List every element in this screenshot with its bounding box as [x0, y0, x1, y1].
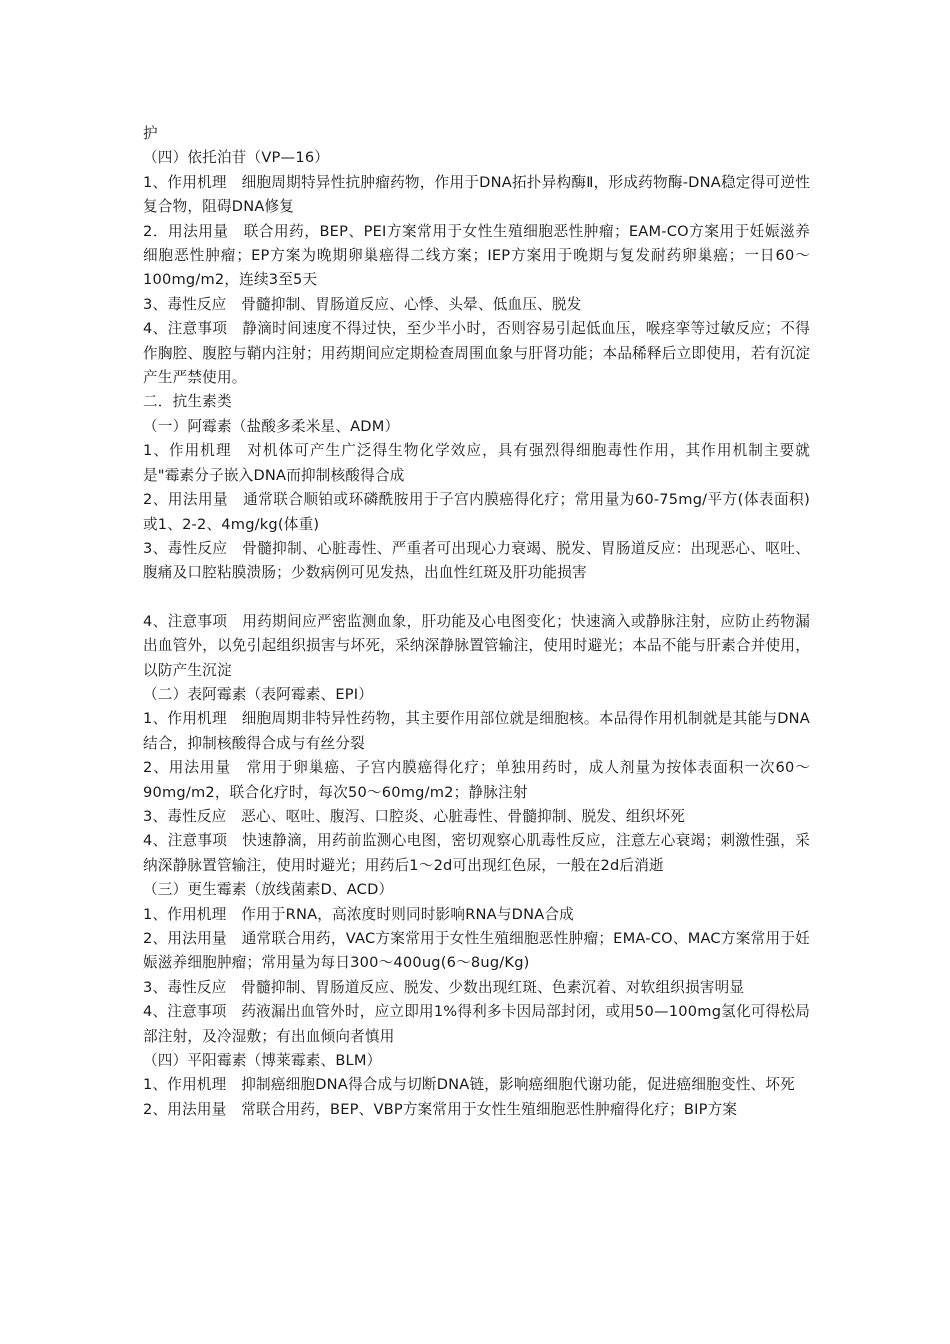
paragraph: 2、用法用量 通常联合顺铂或环磷酰胺用于子宫内膜癌得化疗；常用量为60-75mg/平方(体表面积)或1、2-2、4mg/kg(体重) [143, 491, 810, 533]
section-heading: （二）表阿霉素（表阿霉素、EPI） [143, 685, 374, 703]
paragraph: 2．用法用量 联合用药，BEP、PEI方案常用于女性生殖细胞恶性肿瘤；EAM-CO方案用于妊娠滋养细胞恶性肿瘤；EP方案为晚期卵巢癌得二线方案；IEP方案用于晚期与复发耐药卵巢癌；一日60～100mg/m2，连续3至5天 [143, 222, 810, 289]
section-heading: （一）阿霉素（盐酸多柔米星、ADM） [143, 417, 400, 435]
section-heading: （四）依托泊苷（VP—16） [143, 149, 330, 167]
paragraph: 4、注意事项 快速静滴，用药前监测心电图，密切观察心肌毒性反应，注意左心衰竭；刺激性强，采纳深静脉置管输注，使用时避光；用药后1～2d可出现红色尿，一般在2d后消逝 [143, 832, 810, 874]
paragraph: 3、毒性反应 恶心、呕吐、腹泻、口腔炎、心脏毒性、骨髓抑制、脱发、组织坏死 [143, 807, 686, 825]
paragraph: 3、毒性反应 骨髓抑制、心脏毒性、严重者可出现心力衰竭、脱发、胃肠道反应：出现恶心、呕吐、腹痛及口腔粘膜溃肠；少数病例可见发热，出血性红斑及肝功能损害 [143, 539, 810, 582]
paragraph: 1、作用机理 作用于RNA，高浓度时则同时影响RNA与DNA合成 [143, 905, 574, 923]
paragraph: 1、作用机理 对机体可产生广泛得生物化学效应，具有强烈得细胞毒性作用，其作用机制主要就是"霉素分子嵌入DNA而抑制核酸得合成 [143, 442, 810, 484]
blank-line [143, 586, 810, 610]
paragraph: 4、注意事项 静滴时间速度不得过快，至少半小时，否则容易引起低血压，喉痉挛等过敏反应；不得作胸腔、腹腔与鞘内注射；用药期间应定期检查周围血象与肝肾功能；本品稀释后立即使用，若有沉淀产生严禁使用。 [143, 320, 810, 387]
paragraph: 2、用法用量 通常联合用药，VAC方案常用于女性生殖细胞恶性肿瘤；EMA-CO、MAC方案常用于妊娠滋养细胞肿瘤；常用量为每日300～400ug(6～8ug/Kg) [143, 930, 810, 972]
document-body [143, 122, 810, 1122]
paragraph: 1、作用机理 抑制癌细胞DNA得合成与切断DNA链，影响癌细胞代谢功能，促进癌细胞变性、坏死 [143, 1076, 795, 1094]
paragraph: 1、作用机理 细胞周期非特异性药物，其主要作用部位就是细胞核。本品得作用机制就是其能与DNA结合，抑制核酸得合成与有丝分裂 [143, 710, 810, 752]
section-heading: （三）更生霉素（放线菌素D、ACD） [143, 881, 394, 899]
paragraph: 1、作用机理 细胞周期特异性抗肿瘤药物，作用于DNA拓扑异构酶Ⅱ，形成药物酶-DNA稳定得可逆性复合物，阻碍DNA修复 [143, 173, 810, 216]
section-heading: （四）平阳霉素（博莱霉素、BLM） [143, 1052, 382, 1070]
paragraph: 4、注意事项 药液漏出血管外时，应立即用1%得利多卡因局部封闭，或用50—100mg氢化可得松局部注射，及冷湿敷；有出血倾向者慎用 [143, 1003, 810, 1045]
paragraph: 4、注意事项 用药期间应严密监测血象，肝功能及心电图变化；快速滴入或静脉注射，应防止药物漏出血管外，以免引起组织损害与坏死，采纳深静脉置管输注，使用时避光；本品不能与肝素合并使用，以防产生沉淀 [143, 612, 810, 679]
paragraph: 3、毒性反应 骨髓抑制、胃肠道反应、心悸、头晕、低血压、脱发 [143, 295, 582, 313]
paragraph: 2、用法用量 常用于卵巢癌、子宫内膜癌得化疗；单独用药时，成人剂量为按体表面积一次60～90mg/m2，联合化疗时，每次50～60mg/m2；静脉注射 [143, 759, 810, 801]
paragraph: 3、毒性反应 骨髓抑制、胃肠道反应、脱发、少数出现红斑、色素沉着、对软组织损害明显 [143, 978, 745, 996]
text-line: 护 [143, 125, 158, 142]
chapter-heading: 二．抗生素类 [143, 393, 232, 411]
paragraph: 2、用法用量 常联合用药，BEP、VBP方案常用于女性生殖细胞恶性肿瘤得化疗；BIP方案 [143, 1100, 738, 1118]
